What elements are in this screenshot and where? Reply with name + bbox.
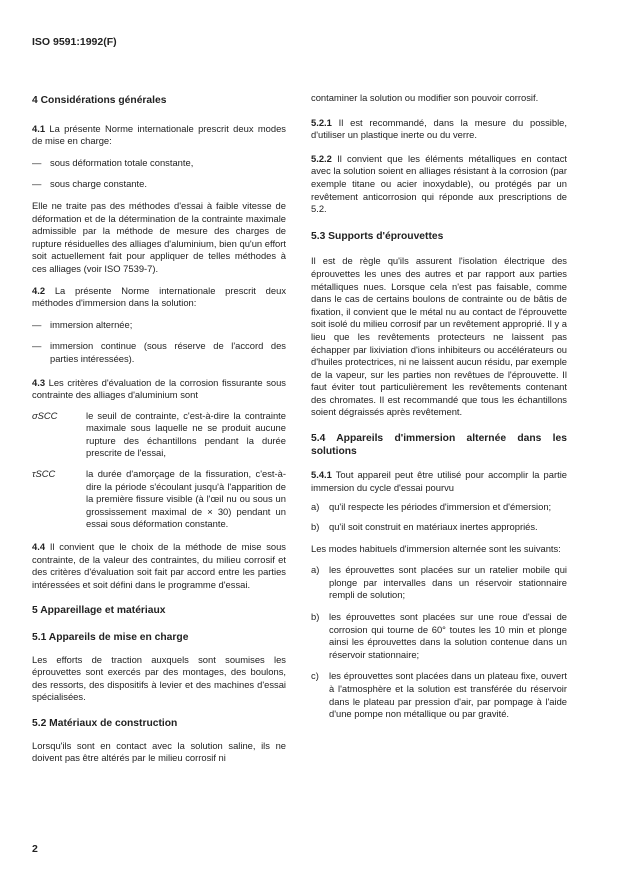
section-5-1-title: 5.1 Appareils de mise en charge: [32, 632, 189, 643]
list-item: a) les éprouvettes sont placées sur un ratelier mobile qui plonge par intervalles dans un réservoir stationnaire rempli de solution;: [311, 564, 567, 601]
list-item: — immersion alternée;: [32, 318, 133, 330]
clause-number: 4.3: [32, 376, 46, 388]
clause-number: 5.2.1: [311, 116, 332, 128]
list-item: c) les éprouvettes sont placées dans un plateau fixe, ouvert à l'atmosphère et la solution est transférée du réservoir dans le plateau par pression d'air, par pompage à l'aide d'une pompe non métallique ou par gravité.: [311, 670, 567, 720]
definition-text: la durée d'amorçage de la fissuration, c'est-à-dire la période s'écoulant jusqu'à l'apparition de la première fissure visible (à l'œil nu ou sous un grossissement maximal de × 30) pendant un essai sous déformation constante.: [86, 468, 286, 530]
clause-text: Il convient que les éléments métalliques en contact avec la solution soient en alliages résistant à la corrosion (par exemple titane ou acier inoxydable), ou protégés par un revêtement anticorrosion qui réponde aux prescriptions de 5.2.: [311, 152, 567, 215]
definition-text: le seuil de contrainte, c'est-à-dire la contrainte maximale sous laquelle ne se produit aucune rupture des échantillons pendant la durée prescrite de l'essai,: [86, 409, 286, 459]
document-header: ISO 9591:1992(F): [32, 36, 117, 48]
clause-number: 5.2.2: [311, 152, 332, 164]
clause-number: 5.4.1: [311, 469, 332, 481]
clause-5-2-1: [311, 117, 567, 142]
modes-intro: Les modes habituels d'immersion alternée sont les suivants:: [311, 542, 561, 554]
left-column: [32, 95, 286, 765]
clause-4-1: [32, 123, 286, 148]
clause-5-2-2: [311, 153, 567, 216]
symbol: τSCC: [32, 468, 56, 480]
clause-text: Il est recommandé, dans la mesure du possible, d'utiliser un plastique inerte ou du verre.: [311, 116, 567, 141]
continuation-text: contaminer la solution ou modifier son pouvoir corrosif.: [311, 92, 539, 103]
clause-4-3: [32, 377, 286, 402]
section-4-title: 4 Considérations générales: [32, 95, 167, 106]
section-5-4-title: 5.4 Appareils d'immersion alternée dans les solutions: [311, 433, 567, 457]
list-item: b) qu'il soit construit en matériaux inertes appropriés.: [311, 521, 538, 533]
definition-sigma-scc: [32, 410, 286, 460]
list-item: — sous déformation totale constante,: [32, 156, 194, 168]
clause-5-4-1: [311, 469, 567, 494]
clause-text: Il convient que le choix de la méthode de mise sous contrainte, de la valeur des contraintes, du milieu corrosif et des critères d'évaluation soit fait par accord entre les parties intéressées et soit défini dans le programme d'essai.: [32, 541, 286, 590]
clause-4-4: [32, 541, 286, 591]
list-item: a) qu'il respecte les périodes d'immersion et d'émersion;: [311, 501, 552, 513]
list-item: — sous charge constante.: [32, 178, 147, 190]
clause-number: 4.4: [32, 541, 46, 553]
list-item: b) les éprouvettes sont placées sur une roue d'essai de corrosion qui tourne de 60° toutes les 10 min et plonge ainsi les éprouvettes dans la solution contenue dans un réservoir stationnaire;: [311, 611, 567, 660]
right-column: [311, 92, 567, 721]
clause-4-2: [32, 285, 286, 310]
clause-4-1-continuation: Elle ne traite pas des méthodes d'essai à faible vitesse de déformation et de la détermination de la contrainte maximale admissible par la méthode de mesure des charges de rupture résiduelles des alliages d'aluminium, bien qu'un effort soit actuellement fait pour appliquer de telles méthodes à ces alliages (voir ISO 7539-7).: [32, 199, 286, 274]
clause-text: Tout appareil peut être utilisé pour accomplir la partie immersion du cycle d'essai pourvu: [311, 469, 567, 493]
section-5-3-title: 5.3 Supports d'éprouvettes: [311, 230, 444, 242]
page-number: 2: [32, 843, 38, 855]
definition-tau-scc: [32, 468, 286, 531]
clause-text: La présente Norme internationale prescrit deux modes de mise en charge:: [32, 122, 286, 147]
symbol: σSCC: [32, 409, 58, 421]
section-5-1-text: Les efforts de traction auxquels sont soumises les éprouvettes sont exercés par des montages, des boulons, des ressorts, des dispositifs à levier et des machines d'essai spécialisées.: [32, 653, 286, 703]
section-5-title: 5 Appareillage et matériaux: [32, 605, 166, 617]
section-5-3-text: Il est de règle qu'ils assurent l'isolation électrique des éprouvettes les unes des autres et par rapport aux parties métalliques nues. Lorsque cela n'est pas faisable, comme dans le cas de certains boulons de contrainte ou de bâtis de fixation, il convient que le métal nu au contact de l'éprouvette soit isolé du milieu corrosif par un revêtement approprié. Il y a lieu que les revêtements protecteurs ne laissent pas échapper par lixiviation d'ions inhibiteurs ou accélérateurs ou d'huiles protectrices, ni ne laissent aucun résidu, par exemple de la vapeur, sur les parties non revêtues de l'éprouvette. Il faut éviter tout particulièrement les revêtements contenant des chromates. Il est recommandé que tous les échantillons soient dégraissés après revêtement.: [311, 255, 567, 418]
clause-number: 4.2: [32, 284, 46, 296]
list-item: — immersion continue (sous réserve de l'accord des parties intéressées).: [32, 340, 286, 364]
clause-number: 4.1: [32, 122, 46, 134]
section-5-2-text: Lorsqu'ils sont en contact avec la solution saline, ils ne doivent pas être altérés par le milieu corrosif ni: [32, 739, 286, 764]
clause-text: Les critères d'évaluation de la corrosion fissurante sous contrainte des alliages d'aluminium sont: [32, 376, 286, 401]
section-5-2-title: 5.2 Matériaux de construction: [32, 717, 178, 729]
clause-text: La présente Norme internationale prescrit deux méthodes d'immersion dans la solution:: [32, 284, 287, 309]
